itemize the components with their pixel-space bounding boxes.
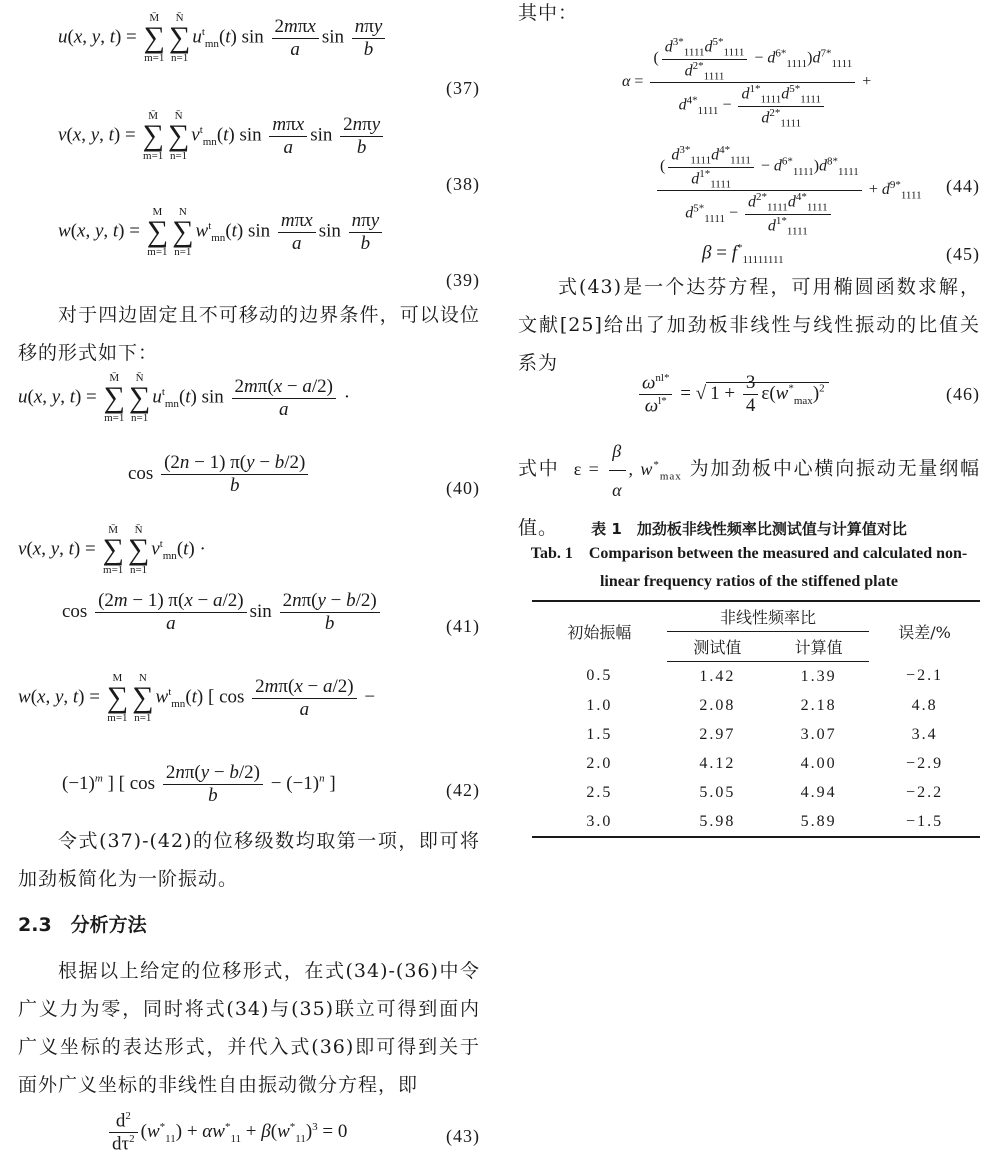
equation-number-39: (39) bbox=[446, 270, 480, 290]
cell-calculated: 1.39 bbox=[800, 667, 837, 685]
frequency-ratio-table bbox=[532, 600, 980, 838]
equation-number-44: (44) bbox=[946, 176, 980, 196]
header-calculated: 计算值 bbox=[768, 632, 869, 662]
equation-number-41: (41) bbox=[446, 616, 480, 636]
equation-number-43: (43) bbox=[446, 1126, 480, 1146]
equation-38: v(x, y, t) = M̄ ∑ m=1N̄ ∑ $n=1v^t_{mn}(t)$ sin $\frac{\text{mπx}}{a}$ sin $\frac{\text{2nπy}}{b}$ bbox=[58, 110, 386, 162]
cell-measured: 2.97 bbox=[699, 725, 736, 743]
section-heading-2-3: 2.3 分析方法 bbox=[18, 914, 147, 936]
cell-error: −2.1 bbox=[906, 667, 944, 685]
cell-calculated: 4.00 bbox=[800, 754, 837, 772]
header-error: 误差/% bbox=[869, 601, 980, 662]
equation-number-45: (45) bbox=[946, 244, 980, 264]
paragraph-analysis-method: 根据以上给定的位移形式，在式(34)-(36)中令广义力为零，同时将式(34)与(35)联立可得到面内广义坐标的表达形式，并代入式(36)即可得到关于面外广义坐标的非线性自由振动微分方程，即 bbox=[18, 960, 480, 1096]
equation-39: w(x, y, t) = M ∑ m=1N ∑ $n=1w^t_{mn}(t)$ sin $\frac{\text{mπx}}{a}$ sin $\frac{\text{nπy}}{b}$ bbox=[58, 206, 385, 258]
equation-41-line1: v(x, y, t) = M̄ ∑ m=1N̄ ∑ $n=1v^t_{mn}(t)$ · bbox=[18, 524, 206, 576]
cell-measured: 5.05 bbox=[699, 783, 736, 801]
equation-40-line2: cos $\frac{(2n - 1) \pi(y - b/2)}{b}$ bbox=[128, 452, 311, 497]
cell-amplitude: 3.0 bbox=[532, 807, 667, 837]
equation-43: $\frac{d^2}{d\tau^2}$ $(w^*_{11}) + \alpha w^*_{11} + \beta(w^*_{11})^3 = 0$ bbox=[106, 1110, 347, 1156]
equation-number-46: (46) bbox=[946, 384, 980, 404]
paragraph-boundary-conditions: 对于四边固定且不可移动的边界条件，可以设位移的形式如下： bbox=[18, 304, 480, 364]
cell-error: −2.9 bbox=[906, 754, 944, 772]
equation-number-38: (38) bbox=[446, 174, 480, 194]
cell-calculated: 3.07 bbox=[800, 725, 837, 743]
equation-42-line1: w(x, y, t) = M ∑ m=1N ∑ $n=1w^t_{mn}(t)$ [ cos $\frac{2m\pi(x - a/2)}{a}$ − bbox=[18, 672, 376, 724]
table-row bbox=[532, 662, 980, 692]
where-suffix: 为加劲板中心横向振动无量纲幅值。 bbox=[518, 457, 980, 539]
cell-amplitude: 2.0 bbox=[586, 754, 613, 772]
cell-error: −2.2 bbox=[906, 783, 944, 801]
cell-amplitude: 0.5 bbox=[586, 667, 613, 685]
equation-41-line2: cos $\frac{(2m - 1) \pi(x - a/2)}{a}$ sin $\frac{2n\pi(y - b/2)}{b}$ bbox=[62, 590, 383, 635]
equation-40-line1: u(x, y, t) = M̄ ∑ m=1N̄ ∑ $n=1u^t_{mn}(t)$ sin $\frac{2m\pi(x - a/2)}{a}$ · bbox=[18, 372, 351, 424]
cell-measured: 5.98 bbox=[667, 807, 768, 837]
equation-number-37: (37) bbox=[446, 78, 480, 98]
header-measured: 测试值 bbox=[667, 632, 768, 662]
where-prefix: 式中 bbox=[518, 457, 560, 480]
header-initial-amplitude: 初始振幅 bbox=[532, 601, 667, 662]
equation-45: $\beta = f^*_{11111111}$ bbox=[702, 242, 784, 267]
table-row bbox=[532, 749, 980, 778]
equation-44-part2: ( $\frac{d^{3*}_{1111}d^{4*}_{1111}}{d^{1*}_{1111}}$ − $d^{6*}_{1111})d^{8*}_{1111}$ $d^{5*}_{1111}$ − $\frac{d^{2*}_{1111}d^{4*}_{1111}}{d^{1*}_{1111}}$ + $d^{9*}_{1111}$ bbox=[654, 144, 922, 237]
cell-amplitude: 1.5 bbox=[586, 725, 613, 743]
equation-37: u(x, y, t) = M̄ ∑ m=1N̄ ∑ $n=1u^t_{mn}(t)$ sin $\frac{\text{2mπx}}{a}$ sin $\frac{\text{nπy}}{b}$ bbox=[58, 12, 388, 64]
cell-measured: 2.08 bbox=[699, 696, 736, 714]
equation-44-alpha: α = ( $\frac{d^{3*}_{1111}d^{5*}_{1111}}{d^{2*}_{1111}}$ − $d^{6*}_{1111})d^{7*}_{1111}$ $d^{4*}_{1111}$ − $\frac{d^{1*}_{1111}d^{5*}_{1111}}{d^{2*}_{1111}}$ + bbox=[622, 36, 872, 130]
equation-46: $\frac{\omega^{nl*}}{\omega^{l*}}$ = √ 1 + $\frac{3}{4}$ $\varepsilon(w^*_{max})^2$ bbox=[636, 372, 829, 418]
cell-error: 3.4 bbox=[911, 725, 938, 743]
equation-42-line2: $(-1)^m$ ] [ cos $\frac{2n\pi(y - b/2)}{b}$ − $(-1)^n$ ] bbox=[62, 762, 336, 806]
table-caption-english: Tab. 1 Comparison between the measured and calculated non-linear frequency ratios of the stiffened plate bbox=[530, 545, 968, 590]
header-frequency-ratio: 非线性频率比 bbox=[667, 601, 869, 632]
heading-where: 其中： bbox=[518, 2, 579, 24]
table-row bbox=[532, 691, 980, 720]
equation-number-42: (42) bbox=[446, 780, 480, 800]
epsilon-definition: ε = $\frac{\beta}{\alpha}$ , $w^*_{max}$ bbox=[567, 459, 681, 479]
cell-calculated: 2.18 bbox=[800, 696, 837, 714]
table-row bbox=[532, 778, 980, 807]
cell-amplitude: 1.0 bbox=[586, 696, 613, 714]
cell-error: −1.5 bbox=[869, 807, 980, 837]
paragraph-first-term: 令式(37)-(42)的位移级数均取第一项，即可将加劲板简化为一阶振动。 bbox=[18, 830, 480, 890]
cell-measured: 1.42 bbox=[699, 667, 736, 685]
cell-error: 4.8 bbox=[911, 696, 938, 714]
paragraph-duffing: 式(43)是一个达芬方程，可用椭圆函数求解，文献[25]给出了加劲板非线性与线性振动的比值关系为 bbox=[518, 276, 980, 374]
cell-amplitude: 2.5 bbox=[586, 783, 613, 801]
table-row bbox=[532, 720, 980, 749]
cell-measured: 4.12 bbox=[699, 754, 736, 772]
cell-calculated: 4.94 bbox=[800, 783, 837, 801]
table-caption-chinese: 表 1 加劲板非线性频率比测试值与计算值对比 bbox=[591, 520, 907, 538]
table-row bbox=[532, 807, 980, 837]
cell-calculated: 5.89 bbox=[768, 807, 869, 837]
equation-number-40: (40) bbox=[446, 478, 480, 498]
